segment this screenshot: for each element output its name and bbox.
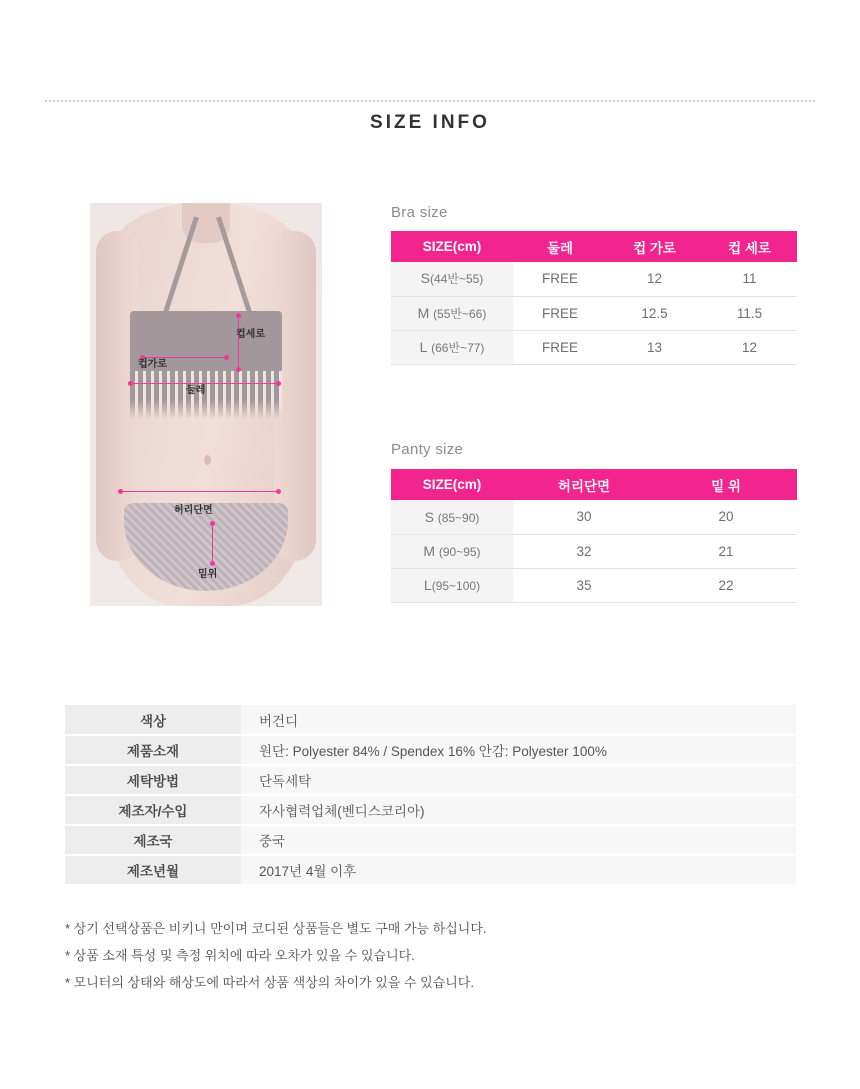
spec-value-manufacture-date: 2017년 4월 이후 — [241, 855, 796, 885]
panty-row-label-l — [391, 568, 513, 602]
panty-header-waist: 허리단면 — [513, 469, 655, 500]
bust-dot-right — [276, 381, 281, 386]
panty-size-s-range: (85~90) — [437, 510, 480, 525]
bra-s-cup-width: 12 — [607, 262, 702, 296]
waist-dot-right — [276, 489, 281, 494]
panty-size-m-range: (90~95) — [438, 545, 481, 559]
bra-size-s-range: (44반~55) — [430, 272, 484, 287]
bra-s-cup-height: 11 — [702, 262, 797, 296]
spec-value-manufacturer: 자사협력업체(벤디스코리아) — [241, 795, 796, 825]
panty-s-rise: 20 — [655, 500, 797, 534]
cup-height-dot-bottom — [236, 367, 241, 372]
spec-label-color: 색상 — [65, 705, 241, 735]
bra-size-m: M — [417, 304, 430, 321]
rise-dot-top — [210, 521, 215, 526]
table-row — [391, 568, 797, 602]
note-line-3: * 모니터의 상태와 해상도에 따라서 상품 색상의 차이가 있을 수 있습니다. — [65, 975, 474, 990]
navel-shape — [204, 455, 211, 465]
note-line-1: * 상기 선택상품은 비키니 만이며 코디된 상품들은 별도 구매 가능 하십니다. — [65, 921, 487, 936]
spec-label-country: 제조국 — [65, 825, 241, 855]
panty-m-rise: 21 — [655, 534, 797, 568]
bra-m-circumference: FREE — [513, 296, 607, 330]
bra-size-table — [391, 231, 797, 365]
bra-size-title: Bra size — [391, 204, 448, 221]
panty-s-waist: 30 — [513, 500, 655, 534]
notes-section — [65, 915, 805, 996]
cup-width-label: 컵가로 — [138, 359, 167, 370]
spec-label-material: 제품소재 — [65, 735, 241, 765]
bra-row-label-m — [391, 296, 513, 330]
top-divider — [45, 100, 815, 102]
bust-dot-left — [128, 381, 133, 386]
note-line-2: * 상품 소재 특성 및 측정 위치에 따라 오차가 있을 수 있습니다. — [65, 948, 415, 963]
spec-label-washing: 세탁방법 — [65, 765, 241, 795]
bra-table-header-row — [391, 231, 797, 262]
panty-header-size: SIZE(cm) — [391, 469, 513, 500]
panty-size-s: S — [424, 508, 434, 525]
table-row — [65, 735, 796, 765]
panty-l-waist: 35 — [513, 568, 655, 602]
spec-label-manufacturer: 제조자/수입 — [65, 795, 241, 825]
bra-l-cup-width: 13 — [607, 330, 702, 364]
spec-value-country: 중국 — [241, 825, 796, 855]
bra-l-circumference: FREE — [513, 330, 607, 364]
spec-value-color: 버건디 — [241, 705, 796, 735]
cup-width-dot-right — [224, 355, 229, 360]
bra-header-size: SIZE(cm) — [391, 231, 513, 262]
waist-dot-left — [118, 489, 123, 494]
table-row — [65, 795, 796, 825]
table-row — [65, 705, 796, 735]
bra-size-l: L — [419, 338, 428, 355]
spec-value-material: 원단: Polyester 84% / Spendex 16% 안감: Polyester 100% — [241, 735, 796, 765]
panty-table-header-row — [391, 469, 797, 500]
panty-size-title: Panty size — [391, 441, 464, 458]
bra-fringe-shape — [130, 371, 282, 419]
bra-m-cup-width: 12.5 — [607, 296, 702, 330]
panty-row-label-s — [391, 500, 513, 534]
waist-flat-line — [120, 491, 280, 492]
table-row — [391, 534, 797, 568]
table-row — [65, 825, 796, 855]
spec-value-washing: 단독세탁 — [241, 765, 796, 795]
panty-size-l-range: (95~100) — [431, 579, 481, 593]
panty-size-l: L — [423, 577, 432, 593]
bra-size-l-range: (66반~77) — [431, 340, 485, 355]
bra-l-cup-height: 12 — [702, 330, 797, 364]
panty-header-rise: 밑 위 — [655, 469, 797, 500]
cup-height-line — [238, 315, 239, 371]
table-row — [65, 855, 796, 885]
spec-label-manufacture-date: 제조년월 — [65, 855, 241, 885]
cup-height-label: 컵세로 — [236, 329, 265, 340]
bra-header-cup-height: 컵 세로 — [702, 231, 797, 262]
rise-label: 밑위 — [198, 569, 218, 580]
panty-m-waist: 32 — [513, 534, 655, 568]
panty-row-label-m — [391, 534, 513, 568]
table-row — [391, 262, 797, 296]
table-row — [391, 296, 797, 330]
waist-flat-label: 허리단면 — [174, 505, 213, 516]
bra-m-cup-height: 11.5 — [702, 296, 797, 330]
panty-size-m: M — [423, 543, 436, 559]
bra-row-label-l — [391, 330, 513, 364]
rise-line — [212, 523, 213, 565]
measurement-illustration — [90, 203, 322, 606]
table-row — [391, 330, 797, 364]
bra-size-s: S — [420, 270, 431, 287]
bra-size-m-range: (55반~66) — [433, 306, 487, 321]
product-spec-table — [65, 705, 796, 886]
table-row — [65, 765, 796, 795]
cup-height-dot-top — [236, 313, 241, 318]
page-title: SIZE INFO — [370, 112, 490, 133]
panty-size-table — [391, 469, 797, 603]
bust-circumference-label: 둘레 — [186, 385, 206, 396]
panty-l-rise: 22 — [655, 568, 797, 602]
table-row — [391, 500, 797, 534]
bra-s-circumference: FREE — [513, 262, 607, 296]
bra-header-circumference: 둘레 — [513, 231, 607, 262]
bra-header-cup-width: 컵 가로 — [607, 231, 702, 262]
bra-row-label-s — [391, 262, 513, 296]
